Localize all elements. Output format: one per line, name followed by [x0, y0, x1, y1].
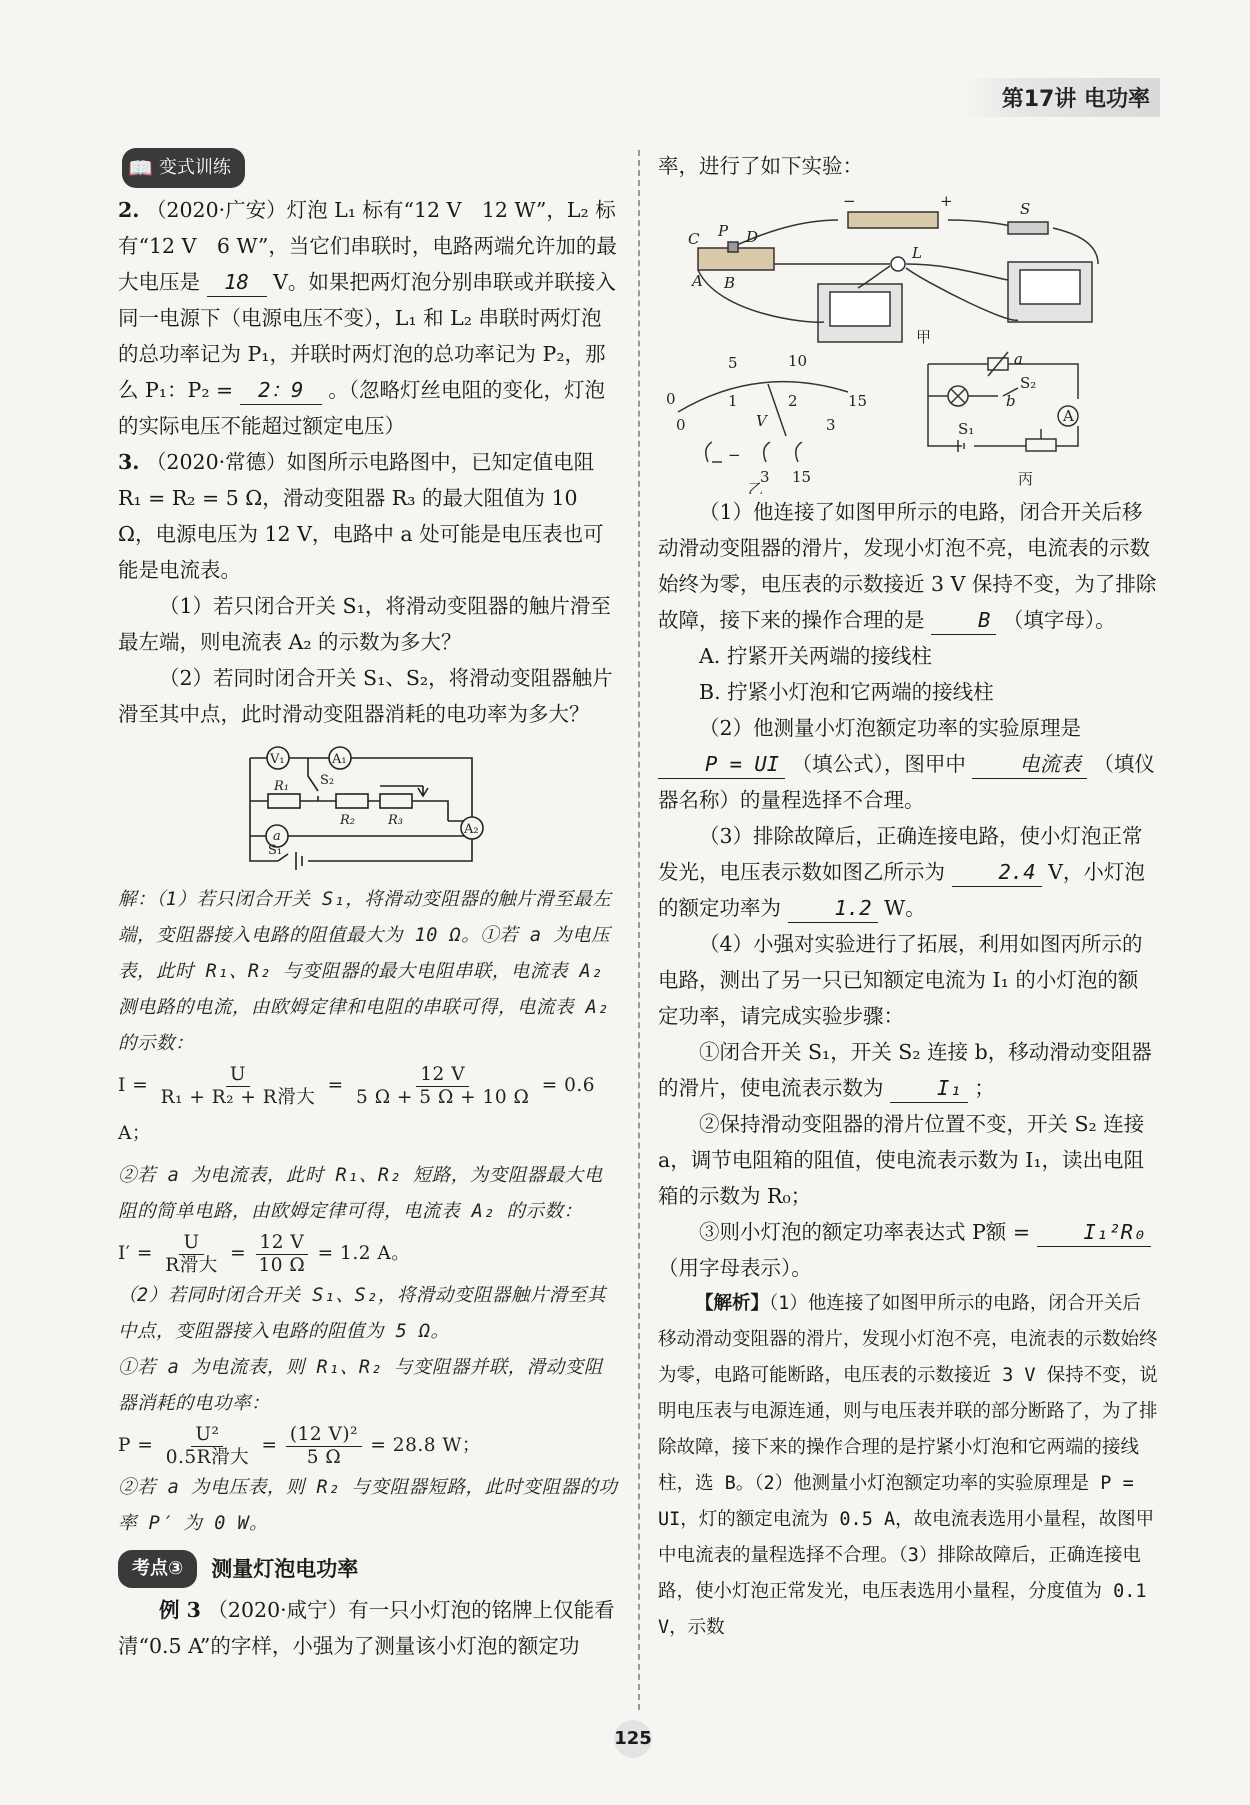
fraction-num: 12 V	[416, 1064, 469, 1087]
formula-part: = 28.8 W；	[370, 1435, 481, 1456]
caption-jia: 甲	[916, 328, 932, 344]
bing-a: a	[1014, 350, 1023, 368]
label-r1: R₁	[274, 779, 289, 794]
label-c: C	[688, 230, 700, 248]
fraction-num: (12 V)²	[286, 1424, 362, 1447]
caption-bing: 丙	[1018, 470, 1034, 488]
q2	[658, 710, 1158, 818]
options	[658, 638, 1158, 710]
page-header: 第17讲 电功率	[962, 78, 1160, 117]
solution-text: （2）若同时闭合开关 S₁、S₂，将滑动变阻器触片滑至其中点，变阻器接入电路的阻值为 5 Ω。	[118, 1285, 606, 1342]
label-a1: A₁	[332, 752, 347, 767]
answer-blank: 2.4	[952, 858, 1042, 887]
label-p: P	[718, 222, 729, 240]
yi-unit: V	[756, 412, 767, 430]
fraction-den: 5 Ω + 5 Ω + 10 Ω	[356, 1086, 530, 1108]
fraction	[162, 1424, 253, 1469]
question-text: （2020·广安）灯泡 L₁ 标有“12 V 12 W”，L₂ 标有“12 V 6 W”，当它们串联时，电路两端允许加的最大电压是	[118, 198, 617, 294]
q1	[658, 494, 1158, 638]
yi-tick-10: 10	[788, 352, 808, 370]
option-b: B. 拧紧小灯泡和它两端的接线柱	[699, 680, 994, 704]
step-1	[658, 1034, 1158, 1106]
key-point-title: 测量灯泡电功率	[211, 1557, 359, 1581]
label-s2: S₂	[320, 773, 335, 788]
yi-term-15: 15	[792, 468, 812, 486]
fraction-den: 10 Ω	[258, 1254, 306, 1276]
sub-question: （2）若同时闭合开关 S₁、S₂，将滑动变阻器触片滑至其中点，此时滑动变阻器消耗的电功率为多大？	[118, 666, 613, 726]
bing-s2: S₂	[1020, 374, 1037, 392]
intro-text: 率，进行了如下实验：	[658, 154, 863, 178]
example-text: （2020·咸宁）有一只小灯泡的铭牌上仅能看清“0.5 A”的字样，小强为了测量该小灯泡的额定功	[118, 1598, 615, 1658]
label-minus: −	[843, 192, 856, 210]
q3	[658, 818, 1158, 926]
fraction-den: 0.5R滑大	[165, 1446, 250, 1468]
formula-part: =	[230, 1243, 247, 1264]
fraction-num: U²	[191, 1424, 223, 1447]
q3-text: W。	[884, 896, 926, 920]
label-r2: R₂	[340, 813, 355, 828]
step-text: ；	[974, 1076, 995, 1100]
step-3	[658, 1214, 1158, 1286]
q1-text: （1）他连接了如图甲所示的电路，闭合开关后移动滑动变阻器的滑片，发现小灯泡不亮，电流表的示数始终为零，电压表的示数接近 3 V 保持不变，为了排除故障，接下来的操作合理的是	[658, 500, 1157, 632]
label-r3: R₃	[388, 813, 403, 828]
yi-tick-5: 5	[728, 354, 738, 372]
yi-inner-3: 3	[826, 416, 836, 434]
label-b: B	[724, 274, 736, 292]
label-a: A	[692, 272, 703, 290]
fraction	[352, 1064, 533, 1109]
question-number: 3.	[118, 450, 140, 474]
answer-blank: B	[931, 606, 996, 635]
page-number: 125	[614, 1720, 652, 1758]
example-label: 例 3	[159, 1598, 201, 1622]
fraction-num: U	[226, 1064, 250, 1087]
answer-blank: 2：9	[240, 376, 322, 405]
fraction	[286, 1424, 362, 1469]
circuit-diagram	[118, 736, 618, 876]
solution-text: ②若 a 为电流表，此时 R₁、R₂ 短路，为变阻器最大电阻的简单电路，由欧姆定律可得，电流表 A₂ 的示数：	[118, 1165, 603, 1222]
label-plus: +	[940, 192, 953, 210]
q2-text: （2）他测量小灯泡额定功率的实验原理是	[699, 716, 1082, 740]
step-2: ②保持滑动变阻器的滑片位置不变，开关 S₂ 连接 a，调节电阻箱的阻值，使电流表示数为 I₁，读出电阻箱的示数为 R₀；	[658, 1112, 1145, 1208]
label-v1: V₁	[270, 752, 285, 767]
example-3	[118, 1592, 618, 1664]
label-s1: S₁	[268, 843, 283, 858]
fraction-num: 12 V	[256, 1232, 309, 1255]
solution	[118, 882, 618, 1542]
solution-text: 解：（1）若只闭合开关 S₁，将滑动变阻器的触片滑至最左端，变阻器接入电路的阻值最大为 10 Ω。①若 a 为电压表，此时 R₁、R₂ 与变阻器的最大电阻串联，电流表 A₂ 测电路的电流，由欧姆定律和电阻的串联可得，电流表 A₂ 的示数：	[118, 889, 612, 1054]
label-a2: A₂	[464, 822, 479, 837]
label-l: L	[912, 244, 922, 262]
formula-part: I′ =	[118, 1243, 153, 1264]
fraction-den: R₁ + R₂ + R滑大	[160, 1086, 316, 1108]
sub-question: （1）若只闭合开关 S₁，将滑动变阻器的触片滑至最左端，则电流表 A₂ 的示数为多大？	[118, 594, 611, 654]
step-text: ①闭合开关 S₁，开关 S₂ 连接 b，移动滑动变阻器的滑片，使电流表示数为	[658, 1040, 1152, 1100]
q1-text: （填字母）。	[1002, 608, 1116, 632]
bing-b: b	[1006, 392, 1016, 410]
section-tag-label: 变式训练	[158, 157, 231, 178]
analysis-text: （1）他连接了如图甲所示的电路，闭合开关后移动滑动变阻器的滑片，发现小灯泡不亮，电流表的示数始终为零，电路可能断路，电压表的示数接近 3 V 保持不变，说明电压表与电源连通，则与电压表并联的部分断路了，为了排除故障，接下来的操作合理的是拧紧小灯泡和它两端的接线柱，选 B。（2）他测量小灯泡额定功率的实验原理是 P = UI，灯的额定电流为 0.5 A，故电流表选用小量程，故图甲中电流表的量程选择不合理。（3）排除故障后，正确连接电路，使小灯泡正常发光，电压表选用小量程，分度值为 0.1 V，示数	[658, 1293, 1158, 1638]
fraction	[255, 1232, 310, 1277]
answer-blank: 电流表	[972, 750, 1087, 779]
left-column	[118, 148, 618, 1664]
yi-inner-1: 1	[728, 392, 738, 410]
q2-text: （填仪器名称）的量程选择不合理。	[658, 752, 1155, 812]
answer-blank: 1.2	[788, 894, 878, 923]
q2-text: （填公式），图甲中	[791, 752, 966, 776]
step-text: （用字母表示）。	[658, 1256, 812, 1280]
analysis-label: 【解析】	[695, 1293, 770, 1314]
formula-part: P =	[118, 1435, 154, 1456]
label-d: D	[746, 228, 759, 246]
right-column	[658, 148, 1158, 1646]
yi-outer-end: 15	[848, 392, 868, 410]
caption-yi: 乙	[748, 480, 764, 494]
fraction-den: 5 Ω	[306, 1446, 342, 1468]
q3-text: （3）排除故障后，正确连接电路，使小灯泡正常发光，电压表示数如图乙所示为	[658, 824, 1143, 884]
question-number: 2.	[118, 198, 140, 222]
book-icon: 📖	[128, 156, 153, 180]
solution-text: ①若 a 为电流表，则 R₁、R₂ 与变阻器并联，滑动变阻器消耗的电功率：	[118, 1357, 603, 1414]
section-tag	[122, 148, 245, 188]
fraction-num: U	[179, 1232, 203, 1255]
yi-term-3: 3	[760, 468, 770, 486]
formula-2	[118, 1230, 618, 1278]
yi-inner-0: 0	[676, 416, 686, 434]
fraction	[161, 1232, 221, 1277]
q3-text: V，小灯泡的额定功率为	[658, 860, 1145, 920]
formula-part: =	[261, 1435, 278, 1456]
formula-3	[118, 1422, 618, 1470]
formula-part: = 0.6 A；	[118, 1075, 596, 1144]
key-point-badge: 考点③	[118, 1550, 197, 1588]
figure-yi-bing	[658, 344, 1158, 494]
step-text: ③则小灯泡的额定功率表达式 P额 =	[699, 1220, 1031, 1244]
yi-outer-zero: 0	[666, 390, 676, 408]
answer-blank: I₁	[890, 1074, 968, 1103]
fraction	[157, 1064, 320, 1109]
fraction-den: R滑大	[165, 1254, 218, 1276]
label-a: a	[273, 829, 281, 844]
answer-blank: P = UI	[658, 750, 785, 779]
question-text: V。如果把两灯泡分别串联或并联接入同一电源下（电源电压不变），L₁ 和 L₂ 串联时两灯泡的总功率记为 P₁，并联时两灯泡的总功率记为 P₂，那么 P₁：P₂ =	[118, 270, 616, 402]
question-2	[118, 192, 618, 444]
key-point-heading	[118, 1550, 618, 1588]
formula-part: = 1.2 A。	[317, 1243, 411, 1264]
bing-ammeter: A	[1063, 407, 1074, 425]
solution-text: ②若 a 为电压表，则 R₂ 与变阻器短路，此时变阻器的功率 P′ 为 0 W。	[118, 1477, 618, 1534]
column-divider	[638, 150, 640, 1710]
formula-part: =	[327, 1075, 344, 1096]
bing-s1: S₁	[958, 420, 975, 438]
question-3	[118, 444, 618, 588]
yi-inner-2: 2	[788, 392, 798, 410]
yi-term-minus: −	[728, 446, 741, 464]
answer-blank: I₁²R₀	[1037, 1218, 1152, 1247]
label-s: S	[1020, 200, 1031, 218]
question-text: 。（忽略灯丝电阻的变化，灯泡的实际电压不能超过额定电压）	[118, 378, 606, 438]
formula-1	[118, 1062, 618, 1158]
figure-jia	[658, 184, 1158, 344]
formula-part: I =	[118, 1075, 149, 1096]
q4: （4）小强对实验进行了拓展，利用如图丙所示的电路，测出了另一只已知额定电流为 I₁ 的小灯泡的额定功率，请完成实验步骤：	[658, 932, 1143, 1028]
analysis	[658, 1286, 1158, 1646]
answer-blank: 18	[207, 268, 267, 297]
question-text: （2020·常德）如图所示电路图中，已知定值电阻 R₁ = R₂ = 5 Ω，滑动变阻器 R₃ 的最大阻值为 10 Ω，电源电压为 12 V，电路中 a 处可能是电压表也可能是电流表。	[118, 450, 604, 582]
option-a: A. 拧紧开关两端的接线柱	[699, 644, 932, 668]
